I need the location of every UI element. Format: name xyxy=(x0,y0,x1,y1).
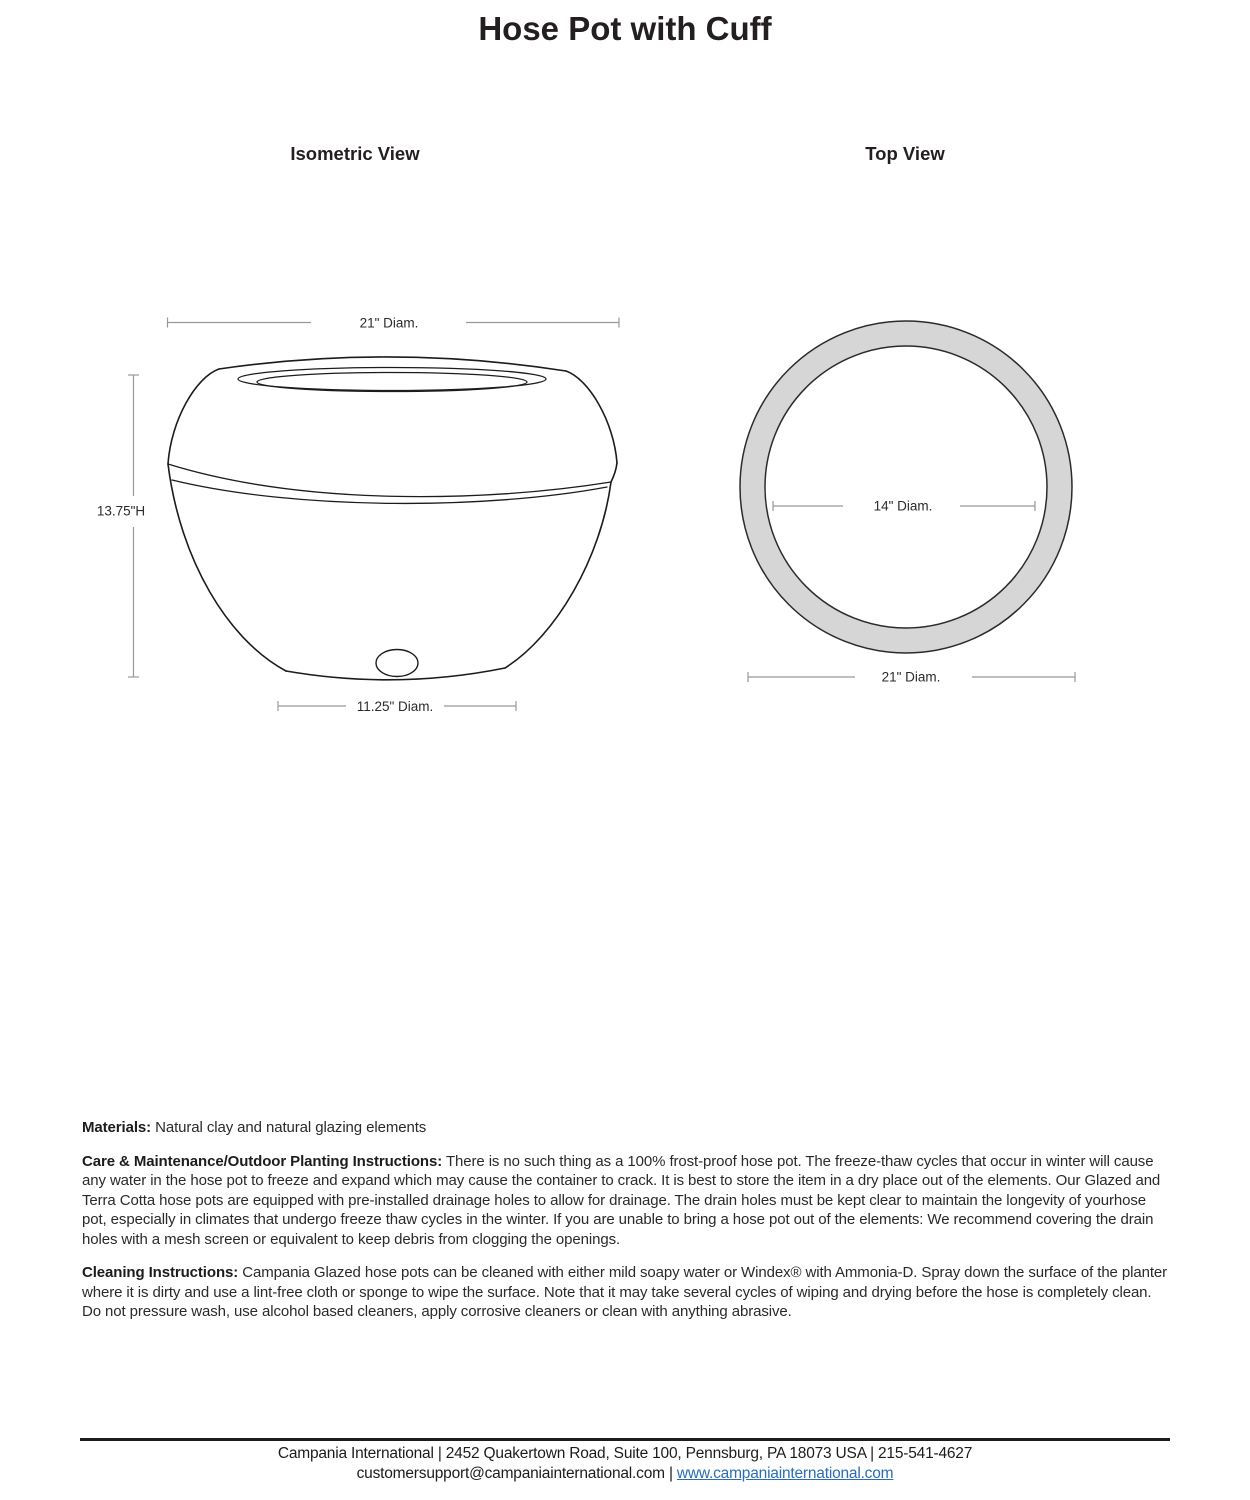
rim-top-edge xyxy=(219,357,566,371)
drain-hole xyxy=(376,650,418,677)
dim-label-top-diameter: 21" Diam. xyxy=(359,315,419,331)
footer-website-link[interactable]: www.campaniainternational.com xyxy=(676,1465,894,1482)
isometric-view-label: Isometric View xyxy=(290,143,420,164)
care-label: Care & Maintenance/Outdoor Planting Instructions: xyxy=(82,1152,443,1170)
rim-opening-ellipse xyxy=(238,368,546,391)
care-section xyxy=(82,1152,1170,1250)
materials-label: Materials: xyxy=(82,1119,152,1136)
dim-label-bottom-diameter: 11.25" Diam. xyxy=(356,699,434,714)
instructions-block xyxy=(82,1118,1170,1336)
footer-email: customersupport@campaniainternational.com xyxy=(356,1465,665,1482)
isometric-drawing xyxy=(85,295,655,730)
height-dimension xyxy=(97,375,145,677)
outer-diameter-dimension xyxy=(748,670,1075,685)
cuff-lower-line xyxy=(172,480,607,503)
body-left xyxy=(168,464,286,671)
right-shoulder xyxy=(566,371,617,463)
top-view-drawing xyxy=(695,295,1125,710)
rim-inner-lip-ellipse xyxy=(257,373,527,392)
cleaning-text: Campania Glazed hose pots can be cleaned with either mild soapy water or Windex® with Ammonia-D. Spray down the surface of the planter where it is dirty and use a lint-free cloth or sponge to wipe the surface. Note that it may take several cycles of wiping and drying before the hose is completely clean. Do not pressure wash, use alcohol based cleaners, apply corrosive cleaners or clean with anything abrasive. xyxy=(82,1264,1168,1320)
dim-label-outer-diameter: 21" Diam. xyxy=(881,669,941,685)
footer-contact xyxy=(0,1465,1250,1483)
materials-section xyxy=(82,1118,1170,1138)
dim-label-height: 13.75"H xyxy=(96,503,146,519)
dim-label-inner-diameter: 14" Diam. xyxy=(873,498,933,514)
footer-separator: | xyxy=(668,1465,673,1482)
left-shoulder xyxy=(168,369,219,464)
pot-top-ring xyxy=(740,321,1072,653)
bottom-diameter-dimension xyxy=(278,699,516,714)
footer-divider xyxy=(80,1438,1170,1441)
cleaning-section xyxy=(82,1263,1170,1322)
cleaning-label: Cleaning Instructions: xyxy=(82,1264,239,1281)
page-title: Hose Pot with Cuff xyxy=(478,10,772,47)
body-bottom xyxy=(286,668,505,680)
top-diameter-dimension xyxy=(168,316,620,331)
care-text: There is no such thing as a 100% frost-proof hose pot. The freeze-thaw cycles that occur in winter will cause any water in the hose pot to freeze and expand which may cause the container to crack. It is best to store the item in a dry place out of the elements. Our Glazed and Terra Cotta hose pots are equipped with pre-installed drainage holes to allow for drainage. The drain holes must be kept clear to maintain the longevity of yourhose pot, especially in climates that undergo freeze thaw cycles in the winter. If you are unable to bring a hose pot out of the elements: We recommend covering the drain holes with a mesh screen or equivalent to keep debris from clogging the openings. xyxy=(82,1152,1161,1248)
top-view-label: Top View xyxy=(865,143,945,164)
body-right xyxy=(505,482,611,668)
materials-text: Natural clay and natural glazing elements xyxy=(155,1119,427,1136)
footer-address: Campania International | 2452 Quakertown Road, Suite 100, Pennsburg, PA 18073 USA | 215-541-4627 xyxy=(277,1445,973,1462)
right-cuff-corner xyxy=(611,463,617,482)
inner-circle xyxy=(765,346,1047,628)
pot-outline xyxy=(168,357,617,680)
